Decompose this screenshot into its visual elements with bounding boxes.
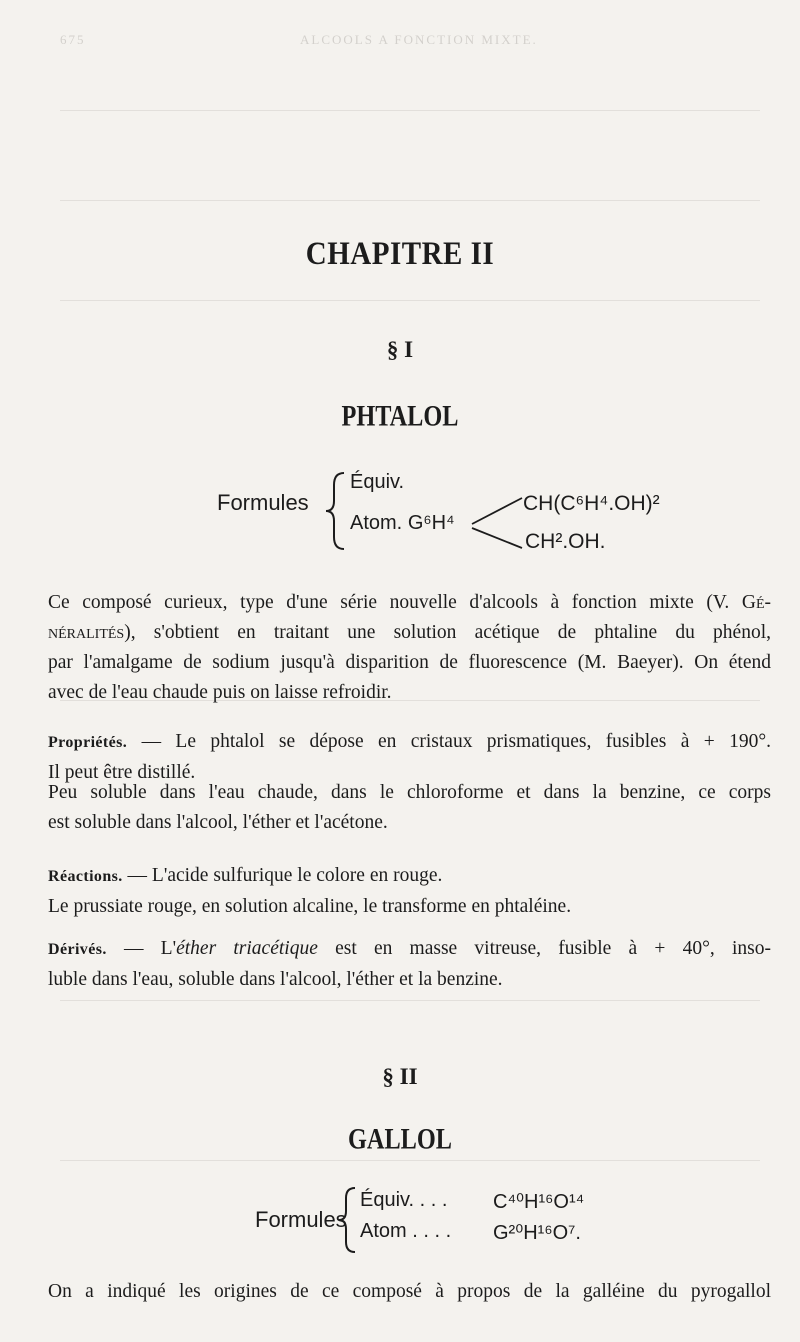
- bleed-running-title: ALCOOLS A FONCTION MIXTE.: [300, 32, 538, 47]
- paragraph-gallol: [48, 1277, 771, 1307]
- italic-span: éther triacétique: [176, 938, 318, 959]
- formula-equiv-value: C⁴⁰H¹⁶O¹⁴: [493, 1191, 585, 1213]
- left-brace-icon: [320, 471, 350, 551]
- text-line: [48, 588, 771, 618]
- text-line: [48, 727, 771, 758]
- formula-label: Formules: [217, 490, 309, 515]
- text-line: Peu soluble dans l'eau chaude, dans le chloroforme et dans la benzine, ce corps: [48, 782, 771, 803]
- run-in-heading: Réactions.: [48, 868, 123, 885]
- formula-equiv-label: Équiv.: [350, 471, 405, 493]
- formula-label: Formules: [255, 1207, 347, 1232]
- bleed-artifact: [60, 1000, 760, 1001]
- formula-atom-label: [350, 512, 455, 535]
- paragraph-derivatives: [48, 934, 771, 995]
- section-mark-1: § I: [386, 337, 414, 362]
- small-caps-span: Gé-: [741, 592, 771, 613]
- run-in-heading: Dérivés.: [48, 941, 107, 958]
- text-line: [48, 934, 771, 965]
- text-span: Ce composé curieux, type d'une série nouvelle d'alcools à fonction mixte (V.: [48, 592, 742, 613]
- left-brace-icon: [334, 1186, 360, 1254]
- small-caps-span: néralités: [48, 622, 125, 643]
- text-span: est en masse vitreuse, fusible à + 40°, inso-: [317, 938, 771, 959]
- formula-atom-value: G²⁰H¹⁶O⁷.: [493, 1222, 581, 1244]
- text-line: avec de l'eau chaude puis on laisse refroidir.: [48, 682, 392, 703]
- text-line: Le prussiate rouge, en solution alcaline, le transforme en phtaléine.: [48, 896, 572, 917]
- text-line: [48, 861, 771, 892]
- text-line: par l'amalgame de sodium jusqu'à disparition de fluorescence (M. Baeyer). On étend: [48, 652, 771, 673]
- bleed-artifact: [60, 300, 760, 301]
- run-in-heading: Propriétés.: [48, 734, 128, 751]
- structural-bond-lines: [470, 488, 525, 554]
- bleed-artifact: [60, 1160, 760, 1161]
- bleed-artifact: [60, 110, 760, 111]
- section-title-phtalol: PHTALOL: [341, 399, 459, 433]
- paragraph-reactions: [48, 861, 771, 922]
- formula-equiv-label: Équiv. . . .: [360, 1189, 448, 1211]
- text-span: — L': [123, 938, 177, 959]
- formula-atom-core: G⁶H⁴: [407, 512, 455, 534]
- section-mark-2: § II: [382, 1064, 418, 1089]
- text-span: — Le phtalol se dépose en cristaux prismatiques, fusibles à + 190°.: [141, 731, 771, 752]
- text-line: est soluble dans l'alcool, l'éther et l'acétone.: [48, 812, 388, 833]
- formula-branch-down: CH².OH.: [525, 530, 606, 553]
- text-line: luble dans l'eau, soluble dans l'alcool, l'éther et la benzine.: [48, 969, 503, 990]
- text-line: Il peut être distillé.: [48, 762, 196, 783]
- paragraph-intro: [48, 588, 771, 708]
- text-span: — L'acide sulfurique le colore en rouge.: [127, 865, 443, 886]
- text-span: ), s'obtient en traitant une solution acétique de phtaline du phénol,: [124, 622, 771, 643]
- chapter-heading: CHAPITRE II: [305, 236, 495, 272]
- formula-atom-label: Atom . . . .: [360, 1220, 452, 1242]
- bleed-artifact: [60, 200, 760, 201]
- formula-branch-up: CH(C⁶H⁴.OH)²: [523, 492, 660, 515]
- section-title-gallol: GALLOL: [348, 1122, 452, 1156]
- bleed-page-number: 675: [60, 32, 86, 47]
- paragraph-solubility: [48, 778, 771, 838]
- text-line: [48, 618, 771, 648]
- formula-atom-text: Atom.: [350, 512, 403, 534]
- text-line: On a indiqué les origines de ce composé à propos de la galléine du pyrogallol: [48, 1281, 771, 1302]
